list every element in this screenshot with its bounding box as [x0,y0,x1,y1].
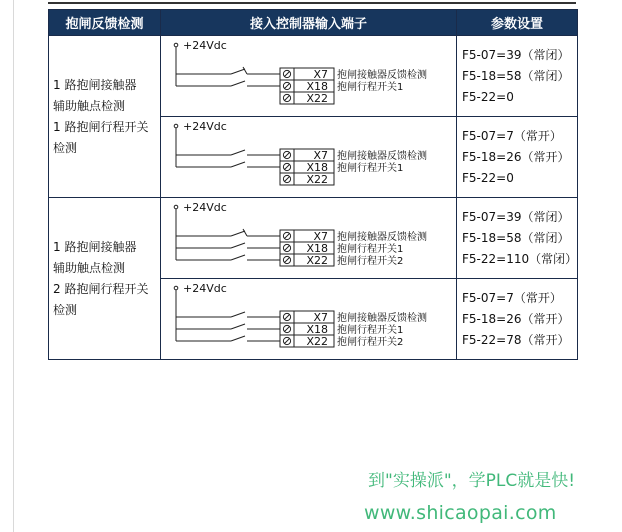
page-margin-line [13,0,14,532]
terminal-id: X22 [306,335,328,348]
switch-blade [231,324,245,329]
terminal-id: X7 [313,68,328,81]
param-line: F5-07=7（常开） [462,128,562,143]
param-line: F5-22=110（常闭） [462,251,578,266]
wiring-diagram [161,198,457,278]
terminal-label: 抱闸接触器反馈检测 [337,70,427,81]
switch-blade [231,243,245,248]
terminal-label: 抱闸行程开关1 [337,82,404,93]
table-top-rule [48,2,576,4]
switch-blade [231,255,245,260]
switch-blade [231,312,245,317]
terminal-label: 抱闸接触器反馈检测 [337,232,427,243]
terminal-id: X22 [306,173,328,186]
switch-blade [231,69,245,74]
supply-label: +24Vdc [183,282,227,295]
header-input-terminals: 接入控制器输入端子 [161,10,457,36]
feature-line: 1 路抱闸接触器 [53,239,137,254]
params-cell [457,117,578,198]
nc-contact-mark [243,67,247,74]
header-brake-feedback: 抱闸反馈检测 [49,10,161,36]
wiring-diagram [161,117,457,197]
wiring-diagram-cell [161,117,457,198]
terminal-id: X18 [306,80,328,93]
terminal-id: X7 [313,230,328,243]
feature-line: 辅助触点检测 [53,98,126,113]
switch-blade [231,81,245,86]
param-line: F5-07=39（常闭） [462,47,570,62]
terminal-id: X18 [306,161,328,174]
terminal-label: 抱闸行程开关1 [337,244,404,255]
supply-terminal-icon [174,286,178,290]
feature-line: 检测 [53,302,78,317]
terminal-label: 抱闸行程开关1 [337,163,404,174]
supply-label: +24Vdc [183,201,227,214]
supply-terminal-icon [174,205,178,209]
feature-line: 1 路抱闸接触器 [53,77,137,92]
param-line: F5-18=26（常开） [462,149,570,164]
supply-terminal-icon [174,124,178,128]
param-line: F5-22=0 [462,170,514,185]
terminal-label: 抱闸行程开关1 [337,325,404,336]
param-line: F5-07=7（常开） [462,290,562,305]
feature-cell-group-1 [49,36,161,198]
switch-blade [231,162,245,167]
terminal-label: 抱闸行程开关2 [337,256,404,267]
wiring-diagram-cell [161,279,457,360]
feature-line: 2 路抱闸行程开关 [53,281,149,296]
table-row [49,198,578,279]
param-line: F5-22=78（常开） [462,332,570,347]
supply-label: +24Vdc [183,39,227,52]
params-cell [457,36,578,117]
param-line: F5-22=0 [462,89,514,104]
switch-blade [231,336,245,341]
param-line: F5-07=39（常闭） [462,209,570,224]
terminal-id: X22 [306,92,328,105]
wiring-diagram [161,279,457,359]
wiring-diagram [161,36,457,116]
supply-terminal-icon [174,43,178,47]
wiring-diagram-cell [161,36,457,117]
switch-blade [231,150,245,155]
terminal-label: 抱闸接触器反馈检测 [337,313,427,324]
table-header-row [49,10,578,36]
switch-blade [231,231,245,236]
param-line: F5-18=58（常闭） [462,68,570,83]
brake-feedback-table [48,9,578,360]
feature-cell-group-2 [49,198,161,360]
terminal-id: X7 [313,311,328,324]
param-line: F5-18=26（常开） [462,311,570,326]
feature-line: 辅助触点检测 [53,260,126,275]
terminal-label: 抱闸行程开关2 [337,337,404,348]
nc-contact-mark [243,229,247,236]
header-parameters: 参数设置 [457,10,578,36]
watermark-url[interactable]: www.shicaopai.com [364,502,557,524]
feature-line: 1 路抱闸行程开关 [53,119,149,134]
terminal-id: X18 [306,323,328,336]
wiring-diagram-cell [161,198,457,279]
params-cell [457,279,578,360]
feature-line: 检测 [53,140,78,155]
watermark-slogan: 到"实操派"，学PLC就是快! [368,471,576,491]
params-cell [457,198,578,279]
terminal-id: X18 [306,242,328,255]
terminal-label: 抱闸接触器反馈检测 [337,151,427,162]
supply-label: +24Vdc [183,120,227,133]
param-line: F5-18=58（常闭） [462,230,570,245]
table-row [49,36,578,117]
terminal-id: X22 [306,254,328,267]
terminal-id: X7 [313,149,328,162]
